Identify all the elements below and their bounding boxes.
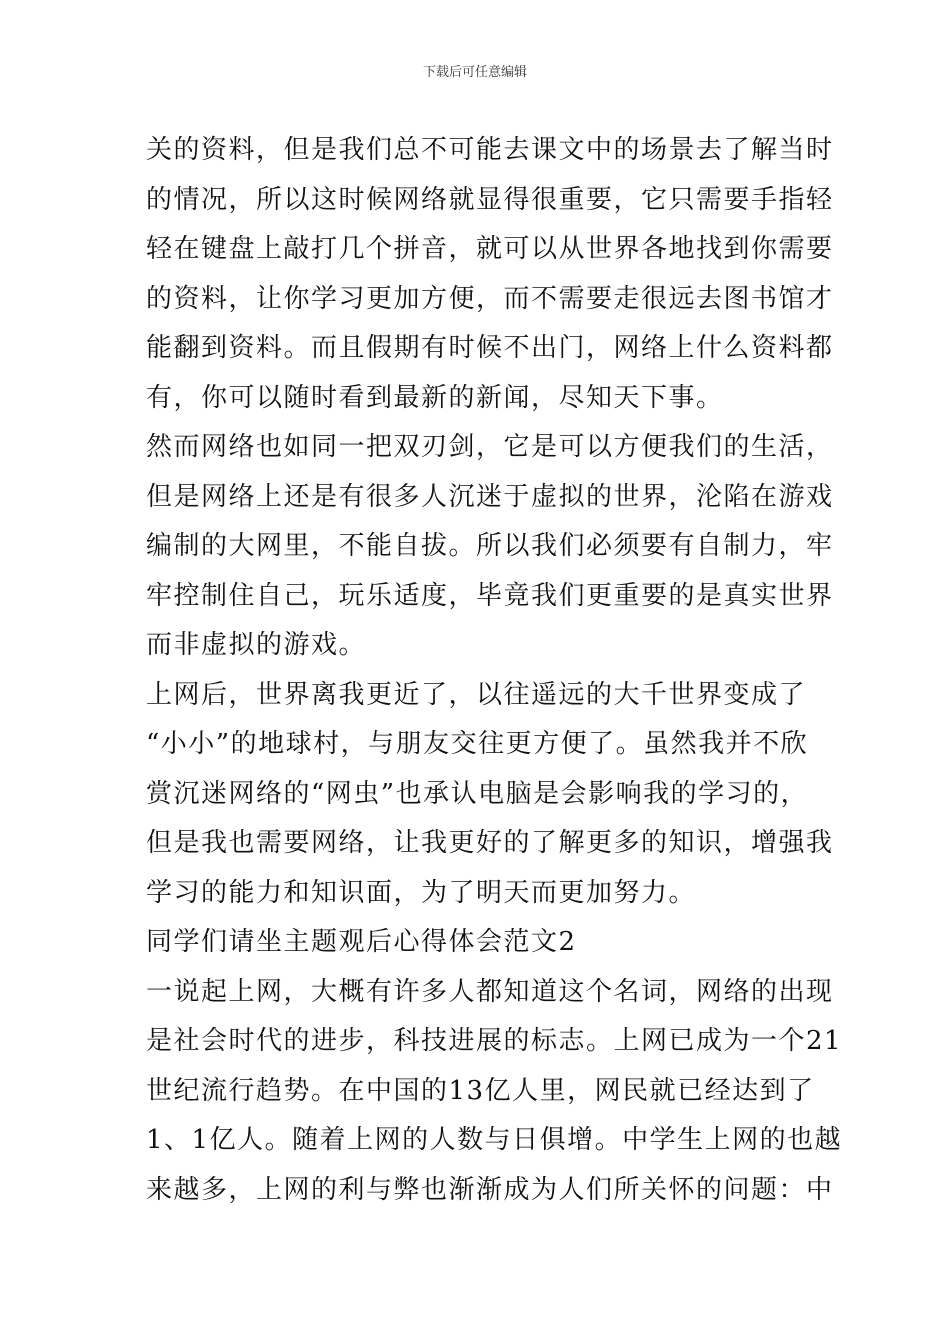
text-line: 然而网络也如同一把双刃剑，它是可以方便我们的生活， xyxy=(146,432,834,462)
text-line: 世纪流行趋势。在中国的13亿人里，网民就已经达到了 xyxy=(146,1075,815,1106)
text-line: 牢控制住自己，玩乐适度，毕竟我们更重要的是真实世界 xyxy=(146,580,834,611)
text-line: 关的资料，但是我们总不可能去课文中的场景去了解当时 xyxy=(146,135,834,165)
text-line: 1、1亿人。随着上网的人数与日俱增。中学生上网的也越 xyxy=(146,1125,843,1155)
text-line: 一说起上网，大概有许多人都知道这个名词，网络的出现 xyxy=(146,976,834,1007)
text-line: 编制的大网里，不能自拔。所以我们必须要有自制力，牢 xyxy=(146,531,834,561)
text-line: 赏沉迷网络的“网虫”也承认电脑是会影响我的学习的， xyxy=(146,778,809,809)
text-line: 的资料，让你学习更加方便，而不需要走很远去图书馆才 xyxy=(146,283,834,314)
text-line: 是社会时代的进步，科技进展的标志。上网已成为一个21 xyxy=(146,1026,843,1056)
text-line: 但是网络上还是有很多人沉迷于虚拟的世界，沦陷在游戏 xyxy=(146,481,834,512)
text-line: 能翻到资料。而且假期有时候不出门，网络上什么资料都 xyxy=(146,333,834,363)
text-line: 的情况，所以这时候网络就显得很重要，它只需要手指轻 xyxy=(146,184,834,215)
text-line: 上网后，世界离我更近了，以往遥远的大千世界变成了 xyxy=(146,679,807,710)
text-line: 来越多，上网的利与弊也渐渐成为人们所关怀的问题：中 xyxy=(146,1174,834,1205)
text-line: 有，你可以随时看到最新的新闻，尽知天下事。 xyxy=(146,382,724,413)
text-line: “小小”的地球村，与朋友交往更方便了。虽然我并不欣 xyxy=(146,729,809,759)
text-line: 轻在键盘上敲打几个拼音，就可以从世界各地找到你需要 xyxy=(146,234,834,264)
text-line: 但是我也需要网络，让我更好的了解更多的知识，增强我 xyxy=(146,828,834,858)
page-header: 下载后可任意编辑 xyxy=(422,65,527,80)
text-line: 而非虚拟的游戏。 xyxy=(146,630,367,660)
section-heading: 同学们请坐主题观后心得体会范文2 xyxy=(146,927,577,957)
text-line: 学习的能力和知识面，为了明天而更加努力。 xyxy=(146,877,697,908)
document-body xyxy=(146,126,843,1215)
